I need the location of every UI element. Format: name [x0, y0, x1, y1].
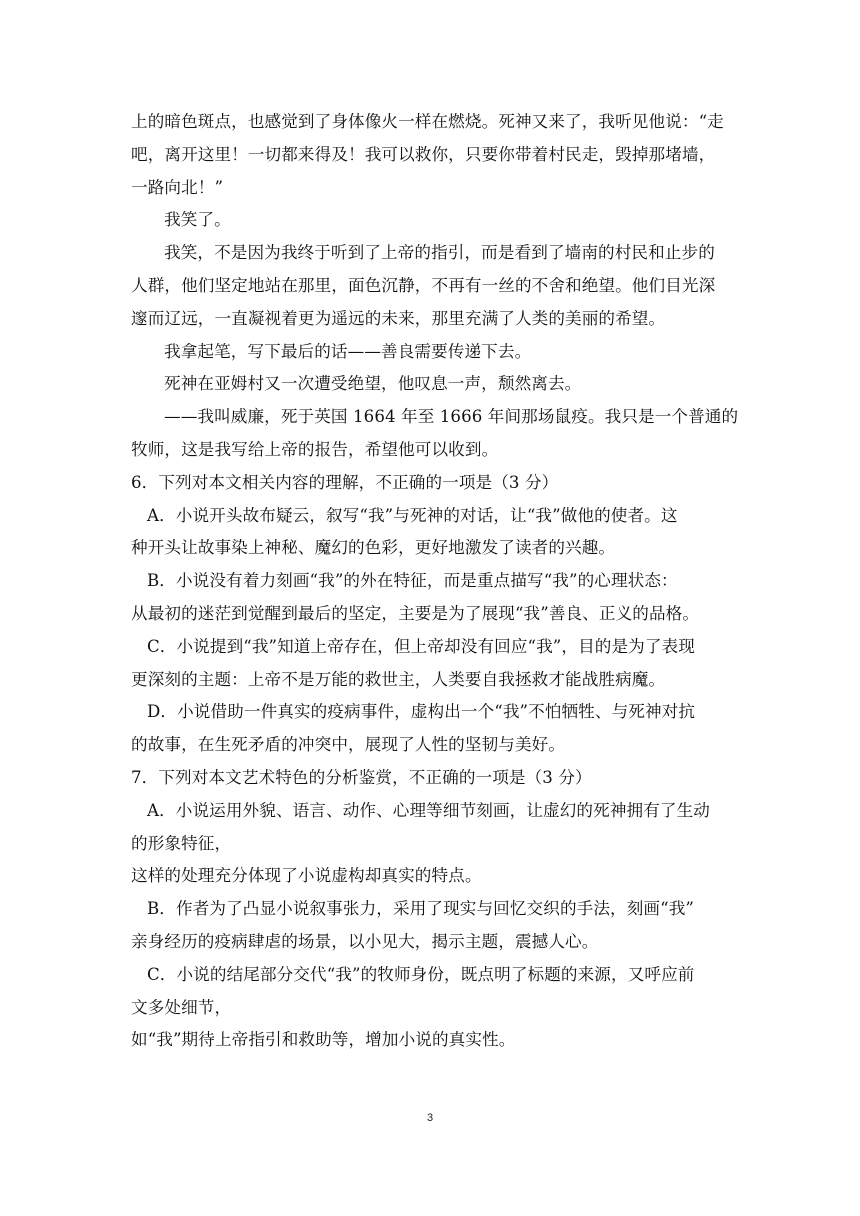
text-line: 人群，他们坚定地站在那里，面色沉静，不再有一丝的不舍和绝望。他们目光深: [131, 275, 716, 295]
text-line: 种开头让故事染上神秘、魔幻的色彩，更好地激发了读者的兴趣。: [131, 538, 616, 558]
text-line: 邃而辽远，一直凝视着更为遥远的未来，那里充满了人类的美丽的希望。: [131, 308, 666, 328]
text-line: 更深刻的主题：上帝不是万能的救世主，人类要自我拯救才能战胜病魔。: [131, 669, 666, 689]
text-line: 亲身经历的疫病肆虐的场景，以小见大，揭示主题，震撼人心。: [131, 931, 599, 951]
question-6-option-a: A．小说开头故布疑云，叙写“我”与死神的对话，让“我”做他的使者。这: [147, 505, 678, 525]
text-line: 一路向北！”: [131, 177, 224, 197]
text-line: 如“我”期待上帝指引和救助等，增加小说的真实性。: [131, 1030, 516, 1050]
text-line: 牧师，这是我写给上帝的报告，希望他可以收到。: [131, 439, 499, 459]
question-6-option-b: B．小说没有着力刻画“我”的外在特征，而是重点描写“我”的心理状态：: [147, 571, 678, 591]
text-line: 从最初的迷茫到觉醒到最后的坚定，主要是为了展现“我”善良、正义的品格。: [131, 603, 700, 623]
text-line: 我拿起笔，写下最后的话——善良需要传递下去。: [164, 341, 532, 361]
question-6-option-c: C．小说提到“我”知道上帝存在，但上帝却没有回应“我”，目的是为了表现: [147, 636, 695, 656]
text-line: 的形象特征，: [131, 833, 232, 853]
text-line: 上的暗色斑点，也感觉到了身体像火一样在燃烧。死神又来了，我听见他说：“走: [131, 112, 724, 131]
text-line: 的故事，在生死矛盾的冲突中，展现了人性的坚韧与美好。: [131, 735, 566, 755]
text-line: 我笑了。: [164, 210, 231, 230]
text-line: 死神在亚姆村又一次遭受绝望，他叹息一声，颓然离去。: [164, 374, 582, 394]
question-6-stem: 6．下列对本文相关内容的理解，不正确的一项是（3 分）: [131, 472, 559, 492]
question-6-option-d: D．小说借助一件真实的疫病事件，虚构出一个“我”不怕牺牲、与死神对抗: [147, 702, 696, 722]
text-line: 吧，离开这里！一切都来得及！我可以救你，只要你带着村民走，毁掉那堵墙，: [131, 144, 716, 164]
question-7-option-b: B．作者为了凸显小说叙事张力，采用了现实与回忆交织的手法，刻画“我”: [147, 899, 694, 919]
text-line: ——我叫威廉，死于英国 1664 年至 1666 年间那场鼠疫。我只是一个普通的: [164, 407, 739, 427]
question-7-stem: 7．下列对本文艺术特色的分析鉴赏，不正确的一项是（3 分）: [131, 767, 592, 787]
text-line: 我笑，不是因为我终于听到了上帝的指引，而是看到了墙南的村民和止步的: [164, 243, 715, 263]
page-number: 3: [426, 1112, 434, 1124]
question-7-option-c: C．小说的结尾部分交代“我”的牧师身份，既点明了标题的来源，又呼应前: [147, 964, 695, 984]
question-7-option-a: A．小说运用外貌、语言、动作、心理等细节刻画，让虚幻的死神拥有了生动: [147, 800, 710, 820]
text-line: 文多处细节，: [131, 997, 232, 1017]
text-line: 这样的处理充分体现了小说虚构却真实的特点。: [131, 866, 482, 886]
body-text: [131, 106, 739, 1057]
